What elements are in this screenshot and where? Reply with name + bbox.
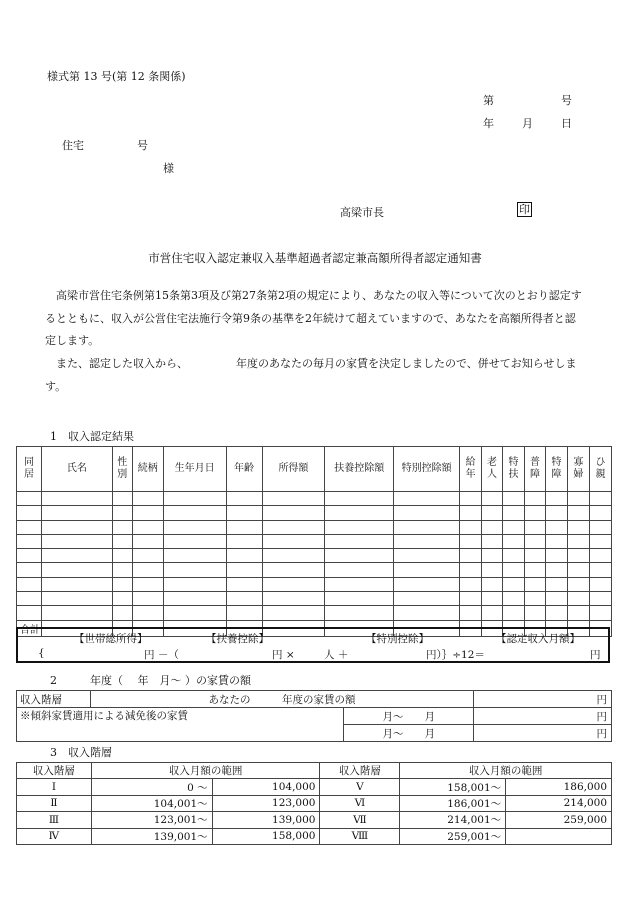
col-rojin: 老人 [482, 447, 503, 492]
table-cell [589, 506, 611, 520]
table-cell [325, 492, 394, 506]
seal-stamp: 印 [519, 203, 530, 216]
table-cell [17, 577, 42, 591]
section2-heading: 2 年度（ 年 月～ ）の家賃の額 [50, 674, 251, 687]
table-cell [482, 606, 503, 620]
table-cell [112, 592, 132, 606]
income-level-table [16, 762, 612, 845]
date-month: 月 [522, 117, 533, 130]
table-cell [482, 549, 503, 563]
table-cell [545, 534, 567, 548]
label-household-income: 【世帯総所得】 [74, 633, 148, 645]
col-hitorioya: ひ親 [589, 447, 611, 492]
table-cell [503, 492, 525, 506]
table-cell [482, 592, 503, 606]
table-cell [41, 534, 112, 548]
range-from: 158,001～ [400, 779, 506, 795]
table-cell [262, 549, 325, 563]
housing-number-label: 号 [137, 139, 148, 152]
table-row [17, 606, 612, 620]
table-cell [460, 606, 482, 620]
table-cell [589, 492, 611, 506]
table-cell [226, 549, 262, 563]
table-header-row [17, 447, 612, 492]
header-level-2: 収入階層 [320, 763, 400, 779]
table-cell [482, 520, 503, 534]
rent-amount-label: あなたの 年度の家賃の額 [90, 691, 473, 708]
table-cell [394, 520, 460, 534]
table-cell [567, 592, 589, 606]
level: Ⅵ [320, 795, 400, 811]
label-monthly-income: 【認定収入月額】 [496, 633, 580, 645]
table-cell [132, 520, 163, 534]
table-cell [503, 592, 525, 606]
table-cell [132, 577, 163, 591]
table-cell [17, 563, 42, 577]
table-cell [112, 534, 132, 548]
period-1: 月～ 月 [344, 708, 474, 725]
table-cell [524, 520, 545, 534]
total-label: 合計 [17, 620, 42, 636]
rent-row-1 [17, 691, 612, 708]
table-cell [163, 592, 226, 606]
addressee-sama: 様 [163, 162, 174, 175]
col-age: 年齢 [226, 447, 262, 492]
table-cell [112, 563, 132, 577]
table-cell [394, 577, 460, 591]
reduced-rent-label: ※傾斜家賃適用による減免後の家賃 [17, 708, 344, 742]
table-cell [17, 492, 42, 506]
table-cell [325, 577, 394, 591]
range-from: 186,001～ [400, 795, 506, 811]
table-cell [503, 563, 525, 577]
mayor-name: 高梁市長 [340, 206, 384, 219]
header-range-2: 収入月額の範囲 [400, 763, 612, 779]
table-cell [262, 563, 325, 577]
income-level-body [17, 779, 612, 845]
col-tokufu: 特扶 [503, 447, 525, 492]
table-cell [503, 606, 525, 620]
level: Ⅲ [17, 812, 92, 828]
col-special-deduction: 特別控除額 [394, 447, 460, 492]
table-cell [589, 577, 611, 591]
form-number: 様式第 13 号(第 12 条関係) [47, 70, 186, 83]
col-income: 所得額 [262, 447, 325, 492]
col-kyunen: 給年 [460, 447, 482, 492]
table-cell [226, 563, 262, 577]
range-from: 0 ～ [91, 779, 212, 795]
body-paragraph-2: また、認定した収入から、 年度のあなたの毎月の家賃を決定しましたので、併せてお知らせします。 [45, 357, 577, 393]
table-cell [545, 506, 567, 520]
col-relation: 続柄 [132, 447, 163, 492]
table-cell [112, 606, 132, 620]
table-cell [524, 577, 545, 591]
table-cell [545, 592, 567, 606]
table-row [17, 492, 612, 506]
income-level-row [17, 812, 612, 828]
doc-number-dai: 第 [483, 94, 494, 107]
label-special-deduction: 【特別控除】 [366, 633, 429, 645]
table-cell [567, 577, 589, 591]
period-2-yen: 円 [474, 725, 612, 742]
income-summary-box [16, 627, 610, 663]
section3-heading: 3 収入階層 [50, 746, 112, 759]
range-to: 214,000 [506, 795, 612, 811]
range-from: 139,001～ [91, 828, 212, 844]
col-fusho: 普障 [524, 447, 545, 492]
income-certification-table [16, 446, 612, 637]
table-cell [394, 492, 460, 506]
formula-open: { [38, 647, 45, 659]
section1-heading: 1 収入認定結果 [50, 430, 134, 443]
table-cell [112, 492, 132, 506]
table-row [17, 577, 612, 591]
table-cell [545, 577, 567, 591]
table-cell [226, 534, 262, 548]
table-cell [567, 606, 589, 620]
table-cell [226, 520, 262, 534]
table-cell [262, 606, 325, 620]
col-birthdate: 生年月日 [163, 447, 226, 492]
table-cell [132, 492, 163, 506]
formula-yen-end: 円 [590, 649, 601, 661]
table-row [17, 520, 612, 534]
table-cell [460, 577, 482, 591]
table-cell [163, 492, 226, 506]
rent-amount-yen: 円 [474, 691, 612, 708]
table-cell [17, 549, 42, 563]
range-from: 259,001～ [400, 828, 506, 844]
table-cell [132, 592, 163, 606]
col-dependent-deduction: 扶養控除額 [325, 447, 394, 492]
table-cell [589, 520, 611, 534]
range-to: 259,000 [506, 812, 612, 828]
table-cell [132, 549, 163, 563]
table-cell [17, 520, 42, 534]
table-cell [41, 577, 112, 591]
level: Ⅶ [320, 812, 400, 828]
table-cell [262, 577, 325, 591]
col-sex: 性別 [112, 447, 132, 492]
table-cell [503, 534, 525, 548]
body-paragraph-1: 高梁市営住宅条例第15条第3項及び第27条第2項の規定により、あなたの収入等について次のとおり認定するとともに、収入が公営住宅法施行令第9条の基準を2年続けて超えていますので、あなたを高額所得者と認定します。 [45, 289, 582, 347]
table-cell [17, 606, 42, 620]
table-cell [482, 534, 503, 548]
table-row [17, 534, 612, 548]
table-cell [41, 520, 112, 534]
label-dependent-deduction: 【扶養控除】 [206, 633, 269, 645]
table-cell [262, 592, 325, 606]
table-cell [112, 577, 132, 591]
income-level-label: 収入階層 [17, 691, 91, 708]
table-cell [41, 492, 112, 506]
table-cell [460, 506, 482, 520]
range-from: 123,001～ [91, 812, 212, 828]
rent-row-2 [17, 708, 612, 725]
formula-persons-plus: 人 ＋ [324, 649, 349, 661]
table-cell [567, 506, 589, 520]
table-cell [589, 563, 611, 577]
level: Ⅴ [320, 779, 400, 795]
table-cell [41, 592, 112, 606]
table-cell [567, 492, 589, 506]
table-cell [545, 520, 567, 534]
table-cell [163, 563, 226, 577]
table-cell [524, 506, 545, 520]
table-cell [17, 534, 42, 548]
date-year: 年 [483, 117, 494, 130]
formula-yen-times: 円 × [272, 649, 295, 661]
range-to: 123,000 [212, 795, 320, 811]
table-cell [17, 592, 42, 606]
table-cell [589, 606, 611, 620]
table-cell [112, 549, 132, 563]
table-cell [163, 534, 226, 548]
level: Ⅰ [17, 779, 92, 795]
table-row [17, 549, 612, 563]
table-cell [589, 549, 611, 563]
table-cell [524, 549, 545, 563]
table-cell [503, 577, 525, 591]
income-level-header-row [17, 763, 612, 779]
table-cell [325, 506, 394, 520]
table-cell [262, 506, 325, 520]
table-cell [394, 563, 460, 577]
range-to: 186,000 [506, 779, 612, 795]
table-row [17, 563, 612, 577]
table-cell [394, 506, 460, 520]
table-cell [262, 534, 325, 548]
table-row [17, 592, 612, 606]
table-cell [226, 592, 262, 606]
table-cell [41, 506, 112, 520]
table-cell [460, 534, 482, 548]
table-cell [325, 563, 394, 577]
table-cell [112, 506, 132, 520]
table-cell [567, 563, 589, 577]
table-cell [503, 520, 525, 534]
table-cell [163, 577, 226, 591]
table-cell [226, 506, 262, 520]
table-cell [524, 563, 545, 577]
table-cell [163, 520, 226, 534]
table-cell [460, 520, 482, 534]
table-cell [17, 506, 42, 520]
rent-table [16, 690, 612, 742]
table-cell [460, 592, 482, 606]
table-cell [503, 506, 525, 520]
table-cell [226, 606, 262, 620]
table-cell [589, 592, 611, 606]
table-cell [325, 549, 394, 563]
level: Ⅷ [320, 828, 400, 844]
table-cell [132, 606, 163, 620]
date-day: 日 [561, 117, 572, 130]
col-tokusho: 特障 [545, 447, 567, 492]
table-cell [132, 563, 163, 577]
table-row [17, 506, 612, 520]
level: Ⅱ [17, 795, 92, 811]
table-cell [482, 492, 503, 506]
col-name: 氏名 [41, 447, 112, 492]
table-cell [325, 592, 394, 606]
period-2: 月～ 月 [344, 725, 474, 742]
doc-number-go: 号 [561, 94, 572, 107]
table-cell [482, 577, 503, 591]
table-cell [545, 563, 567, 577]
table-cell [394, 549, 460, 563]
table-cell [226, 577, 262, 591]
table-cell [524, 492, 545, 506]
table-cell [262, 520, 325, 534]
table-cell [524, 534, 545, 548]
range-to: 104,000 [212, 779, 320, 795]
table-cell [460, 549, 482, 563]
table-cell [41, 606, 112, 620]
header-level-1: 収入階層 [17, 763, 92, 779]
range-to: 139,000 [212, 812, 320, 828]
table-cell [132, 534, 163, 548]
header-range-1: 収入月額の範囲 [91, 763, 320, 779]
table-cell [262, 492, 325, 506]
period-1-yen: 円 [474, 708, 612, 725]
table-cell [524, 606, 545, 620]
table-cell [567, 549, 589, 563]
table-cell [394, 592, 460, 606]
table-cell [482, 506, 503, 520]
table-body [17, 492, 612, 637]
table-cell [460, 492, 482, 506]
col-kafu: 寡婦 [567, 447, 589, 492]
table-cell [394, 534, 460, 548]
income-level-row [17, 828, 612, 844]
table-cell [545, 549, 567, 563]
formula-yen-minus: 円 －（ [144, 649, 179, 661]
document-title: 市営住宅収入認定兼収入基準超過者認定兼高額所得者認定通知書 [148, 251, 482, 265]
housing-label: 住宅 [62, 139, 84, 152]
table-cell [325, 534, 394, 548]
table-cell [163, 549, 226, 563]
income-level-row [17, 779, 612, 795]
income-level-row [17, 795, 612, 811]
formula-yen-close: 円）｝÷12＝ [426, 649, 485, 661]
table-cell [503, 549, 525, 563]
table-cell [589, 534, 611, 548]
table-cell [325, 520, 394, 534]
table-cell [545, 492, 567, 506]
level: Ⅳ [17, 828, 92, 844]
table-cell [41, 549, 112, 563]
table-cell [41, 563, 112, 577]
range-to: 158,000 [212, 828, 320, 844]
table-cell [567, 534, 589, 548]
range-to [506, 828, 612, 844]
table-cell [163, 606, 226, 620]
table-cell [460, 563, 482, 577]
table-cell [226, 492, 262, 506]
table-cell [545, 606, 567, 620]
table-cell [482, 563, 503, 577]
table-cell [163, 506, 226, 520]
table-cell [524, 592, 545, 606]
col-dokyo: 同居 [17, 447, 42, 492]
table-cell [394, 606, 460, 620]
range-from: 104,001～ [91, 795, 212, 811]
table-cell [112, 520, 132, 534]
range-from: 214,001～ [400, 812, 506, 828]
table-cell [132, 506, 163, 520]
table-cell [567, 520, 589, 534]
table-cell [325, 606, 394, 620]
